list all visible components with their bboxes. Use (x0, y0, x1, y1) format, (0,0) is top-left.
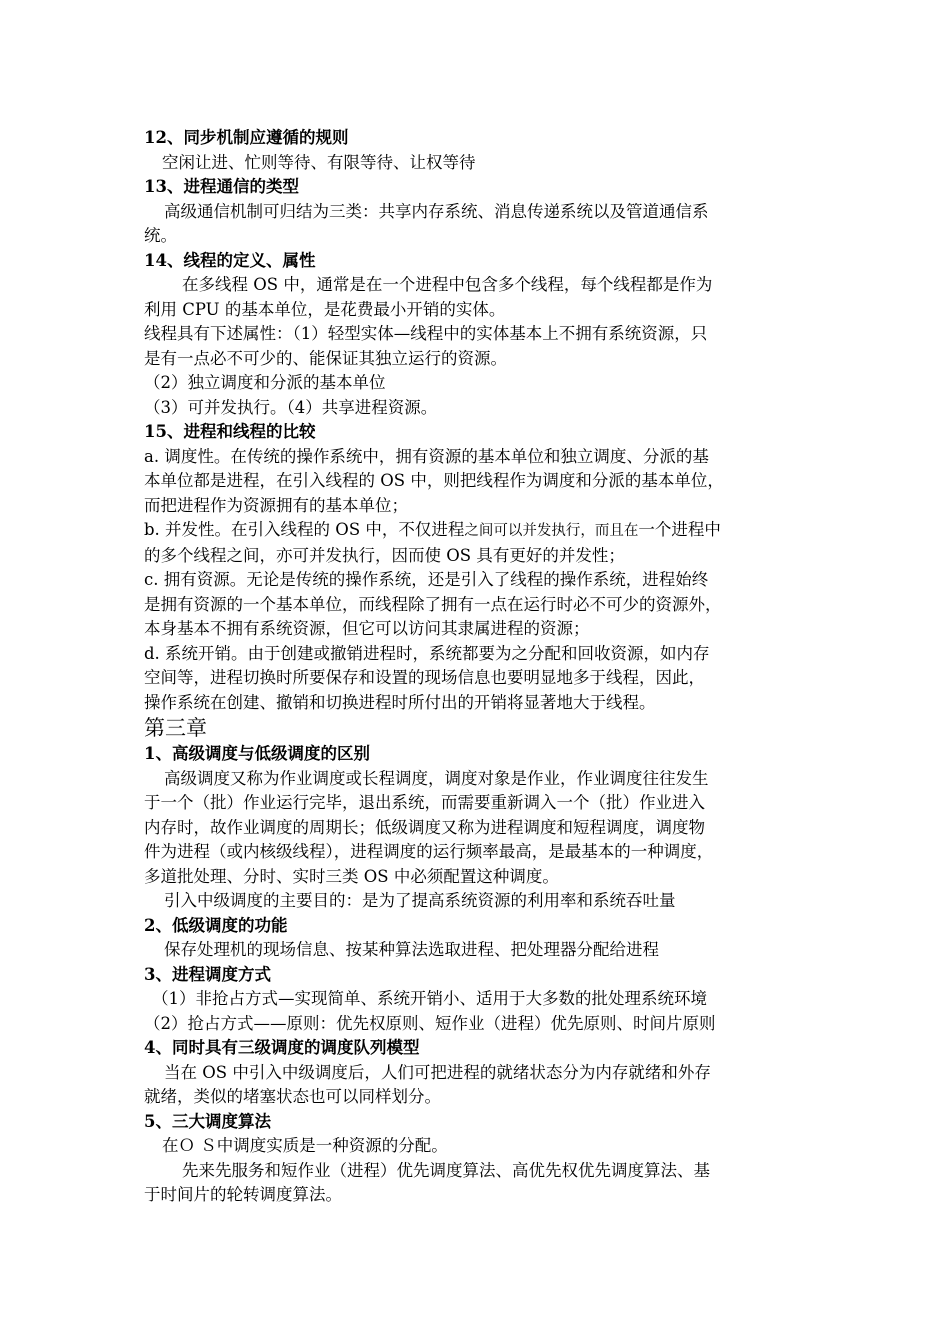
paragraph: （3）可并发执行。（4）共享进程资源。 (144, 397, 438, 417)
paragraph: 先来先服务和短作业（进程）优先调度算法、高优先权优先调度算法、基 (182, 1160, 710, 1180)
section-heading: 12、同步机制应遵循的规则 (144, 128, 349, 147)
paragraph: （1）非抢占方式—实现简单、系统开销小、适用于大多数的批处理系统环境 (152, 989, 707, 1008)
text-run-small: 之间可以并发执行，而且在 (464, 523, 639, 539)
paragraph: 引入中级调度的主要目的：是为了提高系统资源的利用率和系统吞吐量 (164, 891, 676, 910)
paragraph: 在Ｏ Ｓ中调度实质是一种资源的分配。 (162, 1136, 448, 1155)
paragraph: 就绪，类似的堵塞状态也可以同样划分。 (144, 1087, 441, 1106)
paragraph: 当在 OS 中引入中级调度后，人们可把进程的就绪状态分为内存就绪和外存 (164, 1062, 711, 1082)
text-run: 一个进程中 (638, 520, 721, 539)
paragraph: a. 调度性。在传统的操作系统中，拥有资源的基本单位和独立调度、分派的基 (144, 446, 709, 466)
paragraph: 而把进程作为资源拥有的基本单位； (144, 495, 408, 515)
paragraph: 的多个线程之间，亦可并发执行，因而使 OS 具有更好的并发性； (144, 545, 625, 565)
section-heading: 4、同时具有三级调度的调度队列模型 (144, 1038, 420, 1057)
section-heading: 5、三大调度算法 (144, 1111, 271, 1131)
paragraph: 高级调度又称为作业调度或长程调度，调度对象是作业，作业调度往往发生 (164, 768, 709, 788)
chapter-title: 第三章 (144, 716, 207, 740)
paragraph: 多道批处理、分时、实时三类 OS 中必须配置这种调度。 (144, 866, 559, 886)
paragraph: 操作系统在创建、撤销和切换进程时所付出的开销将显著地大于线程。 (144, 692, 656, 712)
paragraph: 在多线程 OS 中，通常是在一个进程中包含多个线程，每个线程都是作为 (182, 275, 713, 294)
paragraph: 内存时，故作业调度的周期长；低级调度又称为进程调度和短程调度，调度物 (144, 817, 705, 837)
paragraph (144, 518, 824, 544)
section-heading: 3、进程调度方式 (144, 964, 271, 984)
paragraph: 高级通信机制可归结为三类：共享内存系统、消息传递系统以及管道通信系 (164, 201, 709, 221)
paragraph: 利用 CPU 的基本单位，是花费最小开销的实体。 (144, 299, 506, 319)
paragraph: 保存处理机的现场信息、按某种算法选取进程、把处理器分配给进程 (164, 940, 659, 959)
section-heading: 2、低级调度的功能 (144, 915, 288, 935)
paragraph: 是有一点必不可少的、能保证其独立运行的资源。 (144, 348, 507, 368)
paragraph: 于一个（批）作业运行完毕，退出系统，而需要重新调入一个（批）作业进入 (144, 793, 705, 812)
section-heading: 1、高级调度与低级调度的区别 (144, 744, 370, 763)
paragraph: 统。 (144, 226, 177, 245)
paragraph: c. 拥有资源。无论是传统的操作系统，还是引入了线程的操作系统，进程始终 (144, 570, 709, 589)
document-body (144, 126, 824, 1208)
section-heading: 15、进程和线程的比较 (144, 422, 316, 441)
paragraph: 件为进程（或内核级线程），进程调度的运行频率最高，是最基本的一种调度， (144, 842, 714, 861)
paragraph: 是拥有资源的一个基本单位，而线程除了拥有一点在运行时必不可少的资源外， (144, 594, 722, 614)
paragraph: （2）独立调度和分派的基本单位 (144, 373, 386, 392)
paragraph: （2）抢占方式——原则：优先权原则、短作业（进程）优先原则、时间片原则 (144, 1013, 716, 1033)
paragraph: 本身基本不拥有系统资源，但它可以访问其隶属进程的资源； (144, 619, 590, 638)
paragraph: 于时间片的轮转调度算法。 (144, 1185, 342, 1204)
paragraph: d. 系统开销。由于创建或撤销进程时，系统都要为之分配和回收资源，如内存 (144, 643, 710, 663)
paragraph: 线程具有下述属性：（1）轻型实体—线程中的实体基本上不拥有系统资源，只 (144, 324, 708, 343)
section-heading: 13、进程通信的类型 (144, 177, 299, 196)
text-run: b. 并发性。在引入线程的 OS 中，不仅进程 (144, 520, 465, 539)
paragraph: 空间等，进程切换时所要保存和设置的现场信息也要明显地多于线程，因此， (144, 668, 705, 687)
paragraph: 本单位都是进程，在引入线程的 OS 中，则把线程作为调度和分派的基本单位， (144, 471, 724, 490)
section-heading: 14、线程的定义、属性 (144, 250, 316, 270)
paragraph: 空闲让进、忙则等待、有限等待、让权等待 (162, 152, 476, 172)
